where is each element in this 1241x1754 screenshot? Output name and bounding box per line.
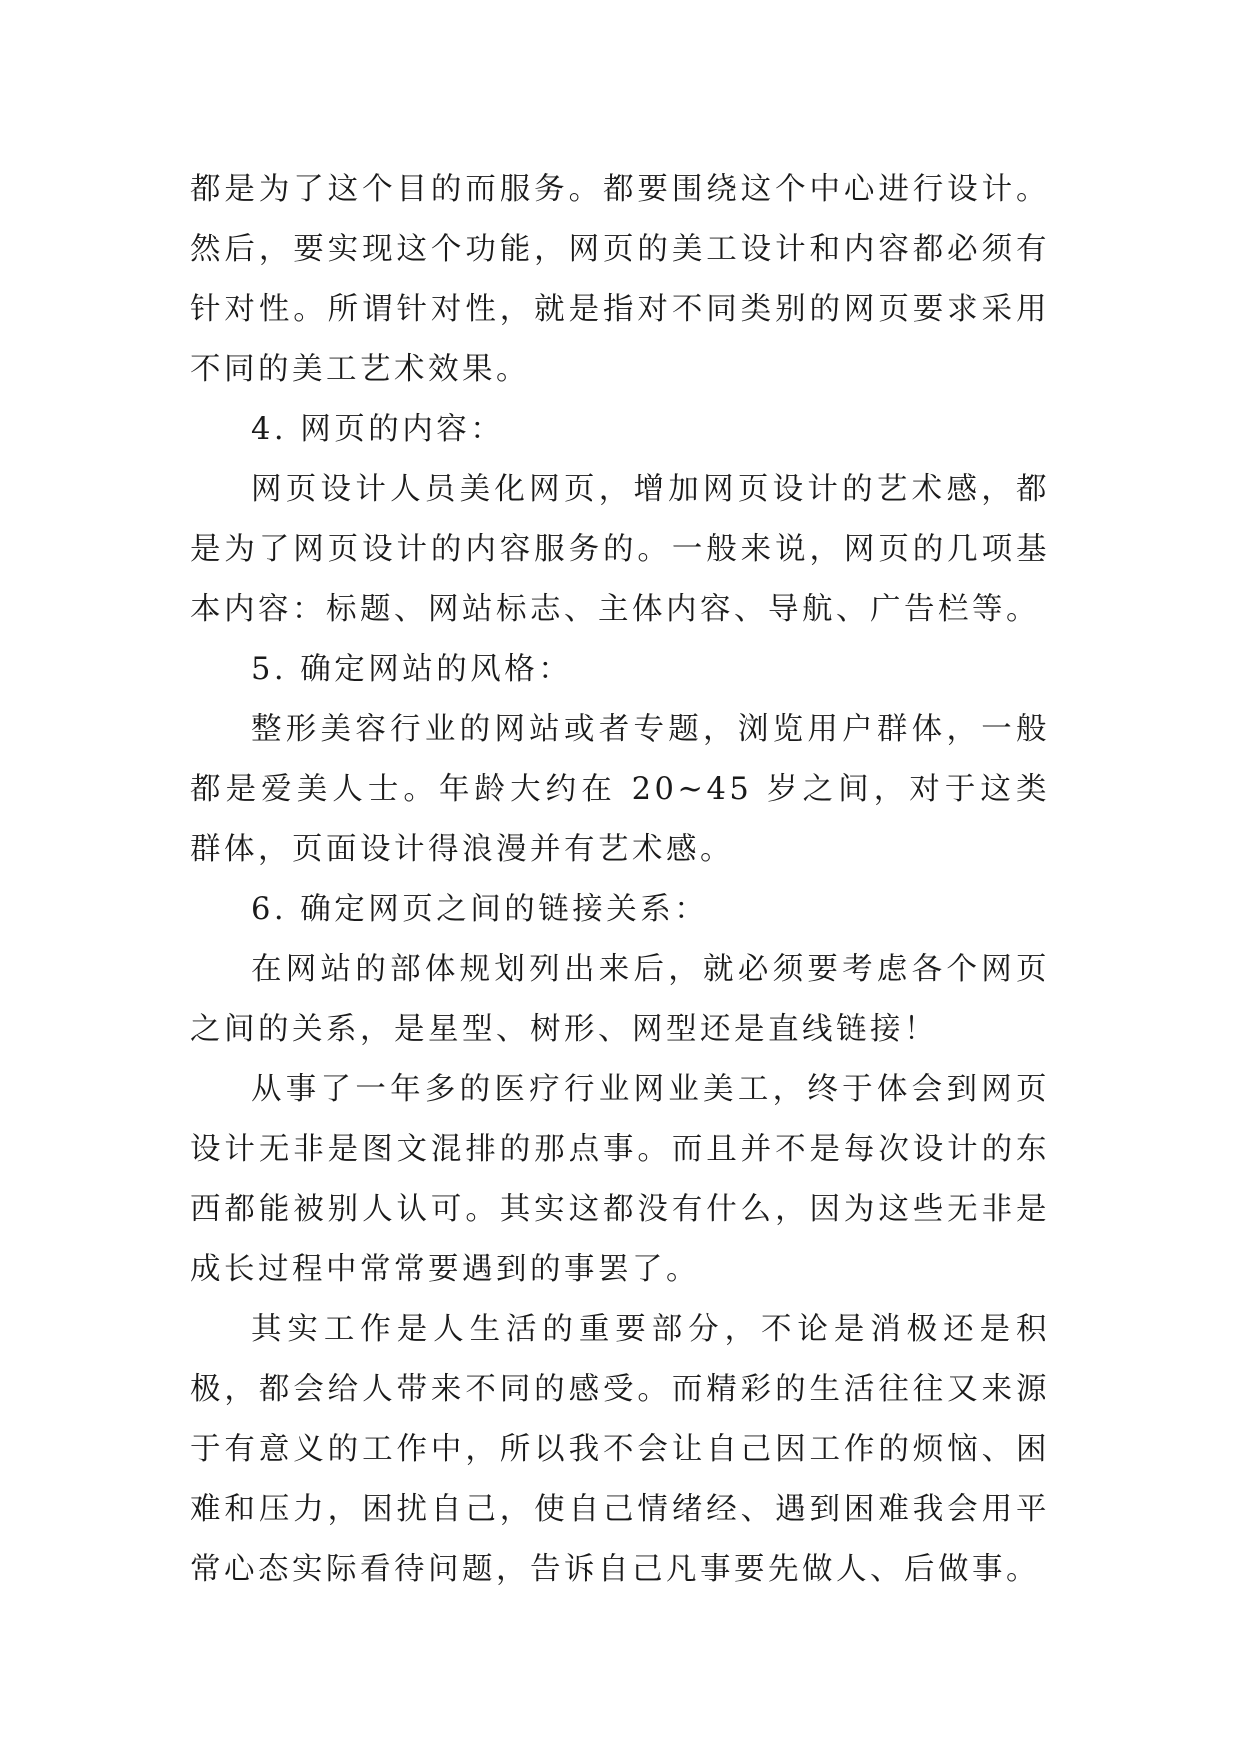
section-heading-style: 5. 确定网站的风格： (251, 652, 573, 687)
document-body (190, 160, 1050, 1600)
paragraph-experience: 从事了一年多的医疗行业网业美工，终于体会到网页设计无非是图文混排的那点事。而且并不是每次设计的东西都能被别人认可。其实这都没有什么，因为这些无非是成长过程中常常要遇到的事罢了。 (190, 1072, 1050, 1287)
paragraph-continued: 都是为了这个目的而服务。都要围绕这个中心进行设计。然后，要实现这个功能，网页的美工设计和内容都必须有针对性。所谓针对性，就是指对不同类别的网页要求采用不同的美工艺术效果。 (190, 172, 1050, 387)
section-heading-links: 6. 确定网页之间的链接关系： (251, 892, 709, 927)
paragraph-reflection: 其实工作是人生活的重要部分，不论是消极还是积极，都会给人带来不同的感受。而精彩的生活往往又来源于有意义的工作中，所以我不会让自己因工作的烦恼、困难和压力，困扰自己，使自己情绪经、遇到困难我会用平常心态实际看待问题，告诉自己凡事要先做人、后做事。 (190, 1312, 1050, 1587)
paragraph-content: 网页设计人员美化网页，增加网页设计的艺术感，都是为了网页设计的内容服务的。一般来说，网页的几项基本内容：标题、网站标志、主体内容、导航、广告栏等。 (190, 472, 1050, 627)
paragraph-links: 在网站的部体规划列出来后，就必须要考虑各个网页之间的关系，是星型、树形、网型还是直线链接！ (190, 952, 1050, 1047)
section-heading-content: 4. 网页的内容： (251, 412, 505, 447)
paragraph-style: 整形美容行业的网站或者专题，浏览用户群体，一般都是爱美人士。年龄大约在 20~45 岁之间，对于这类群体，页面设计得浪漫并有艺术感。 (190, 712, 1050, 867)
